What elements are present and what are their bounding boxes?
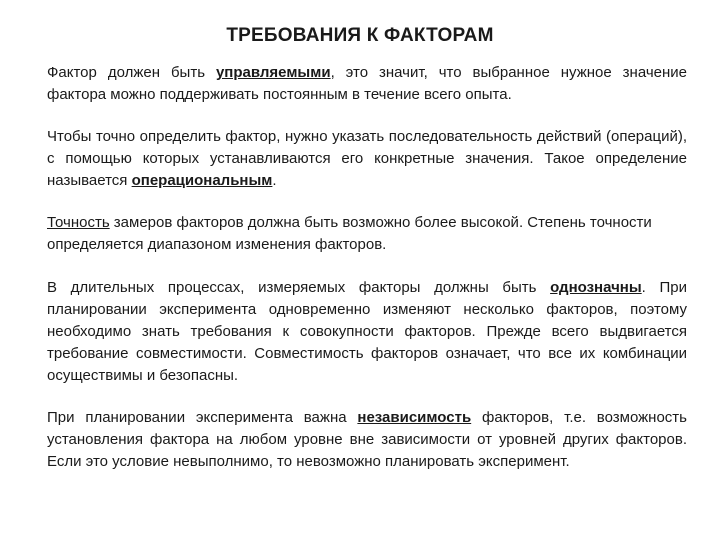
paragraph-text: Фактор должен быть bbox=[47, 64, 216, 81]
paragraph-controllability bbox=[47, 62, 687, 106]
paragraph-text: . При планировании эксперимента одновременно изменяют несколько факторов, поэтому необходимо знать требования к совокупности факторов. Прежде всего выдвигается требование совместимости. Совместимость факторов означает, что все их комбинации осуществимы и безопасны. bbox=[47, 279, 687, 384]
paragraph-operational bbox=[47, 126, 687, 192]
term-accuracy: Точность bbox=[47, 214, 110, 231]
term-unambiguous: однозначны bbox=[550, 279, 642, 296]
paragraph-text: В длительных процессах, измеряемых факторы должны быть bbox=[47, 279, 551, 296]
paragraph-text: Чтобы точно определить фактор, нужно указать последовательность действий (операций), с помощью которых устанавливаются его конкретные значения. Такое определение называется bbox=[47, 128, 687, 189]
term-operational: операциональным bbox=[131, 172, 273, 189]
paragraph-text: факторов, т.е. возможность установления фактора на любом уровне вне зависимости от уровней других факторов. Если это условие невыполнимо, то невозможно планировать эксперимент. bbox=[47, 409, 687, 470]
paragraph-text: При планировании эксперимента важна bbox=[47, 409, 358, 426]
slide-title: ТРЕБОВАНИЯ К ФАКТОРАМ bbox=[226, 25, 494, 46]
paragraph-independence bbox=[47, 407, 687, 473]
paragraph-unambiguity bbox=[47, 277, 687, 387]
term-independence: независимость bbox=[357, 409, 472, 426]
paragraph-text: . bbox=[272, 172, 277, 189]
term-controllable: управляемыми bbox=[215, 64, 331, 81]
paragraph-text: , это значит, что выбранное нужное значение фактора можно поддерживать постоянным в течение всего опыта. bbox=[47, 64, 687, 103]
paragraph-accuracy bbox=[47, 212, 687, 256]
paragraph-text: замеров факторов должна быть возможно более высокой. Степень точности определяется диапазоном изменения факторов. bbox=[47, 214, 652, 253]
